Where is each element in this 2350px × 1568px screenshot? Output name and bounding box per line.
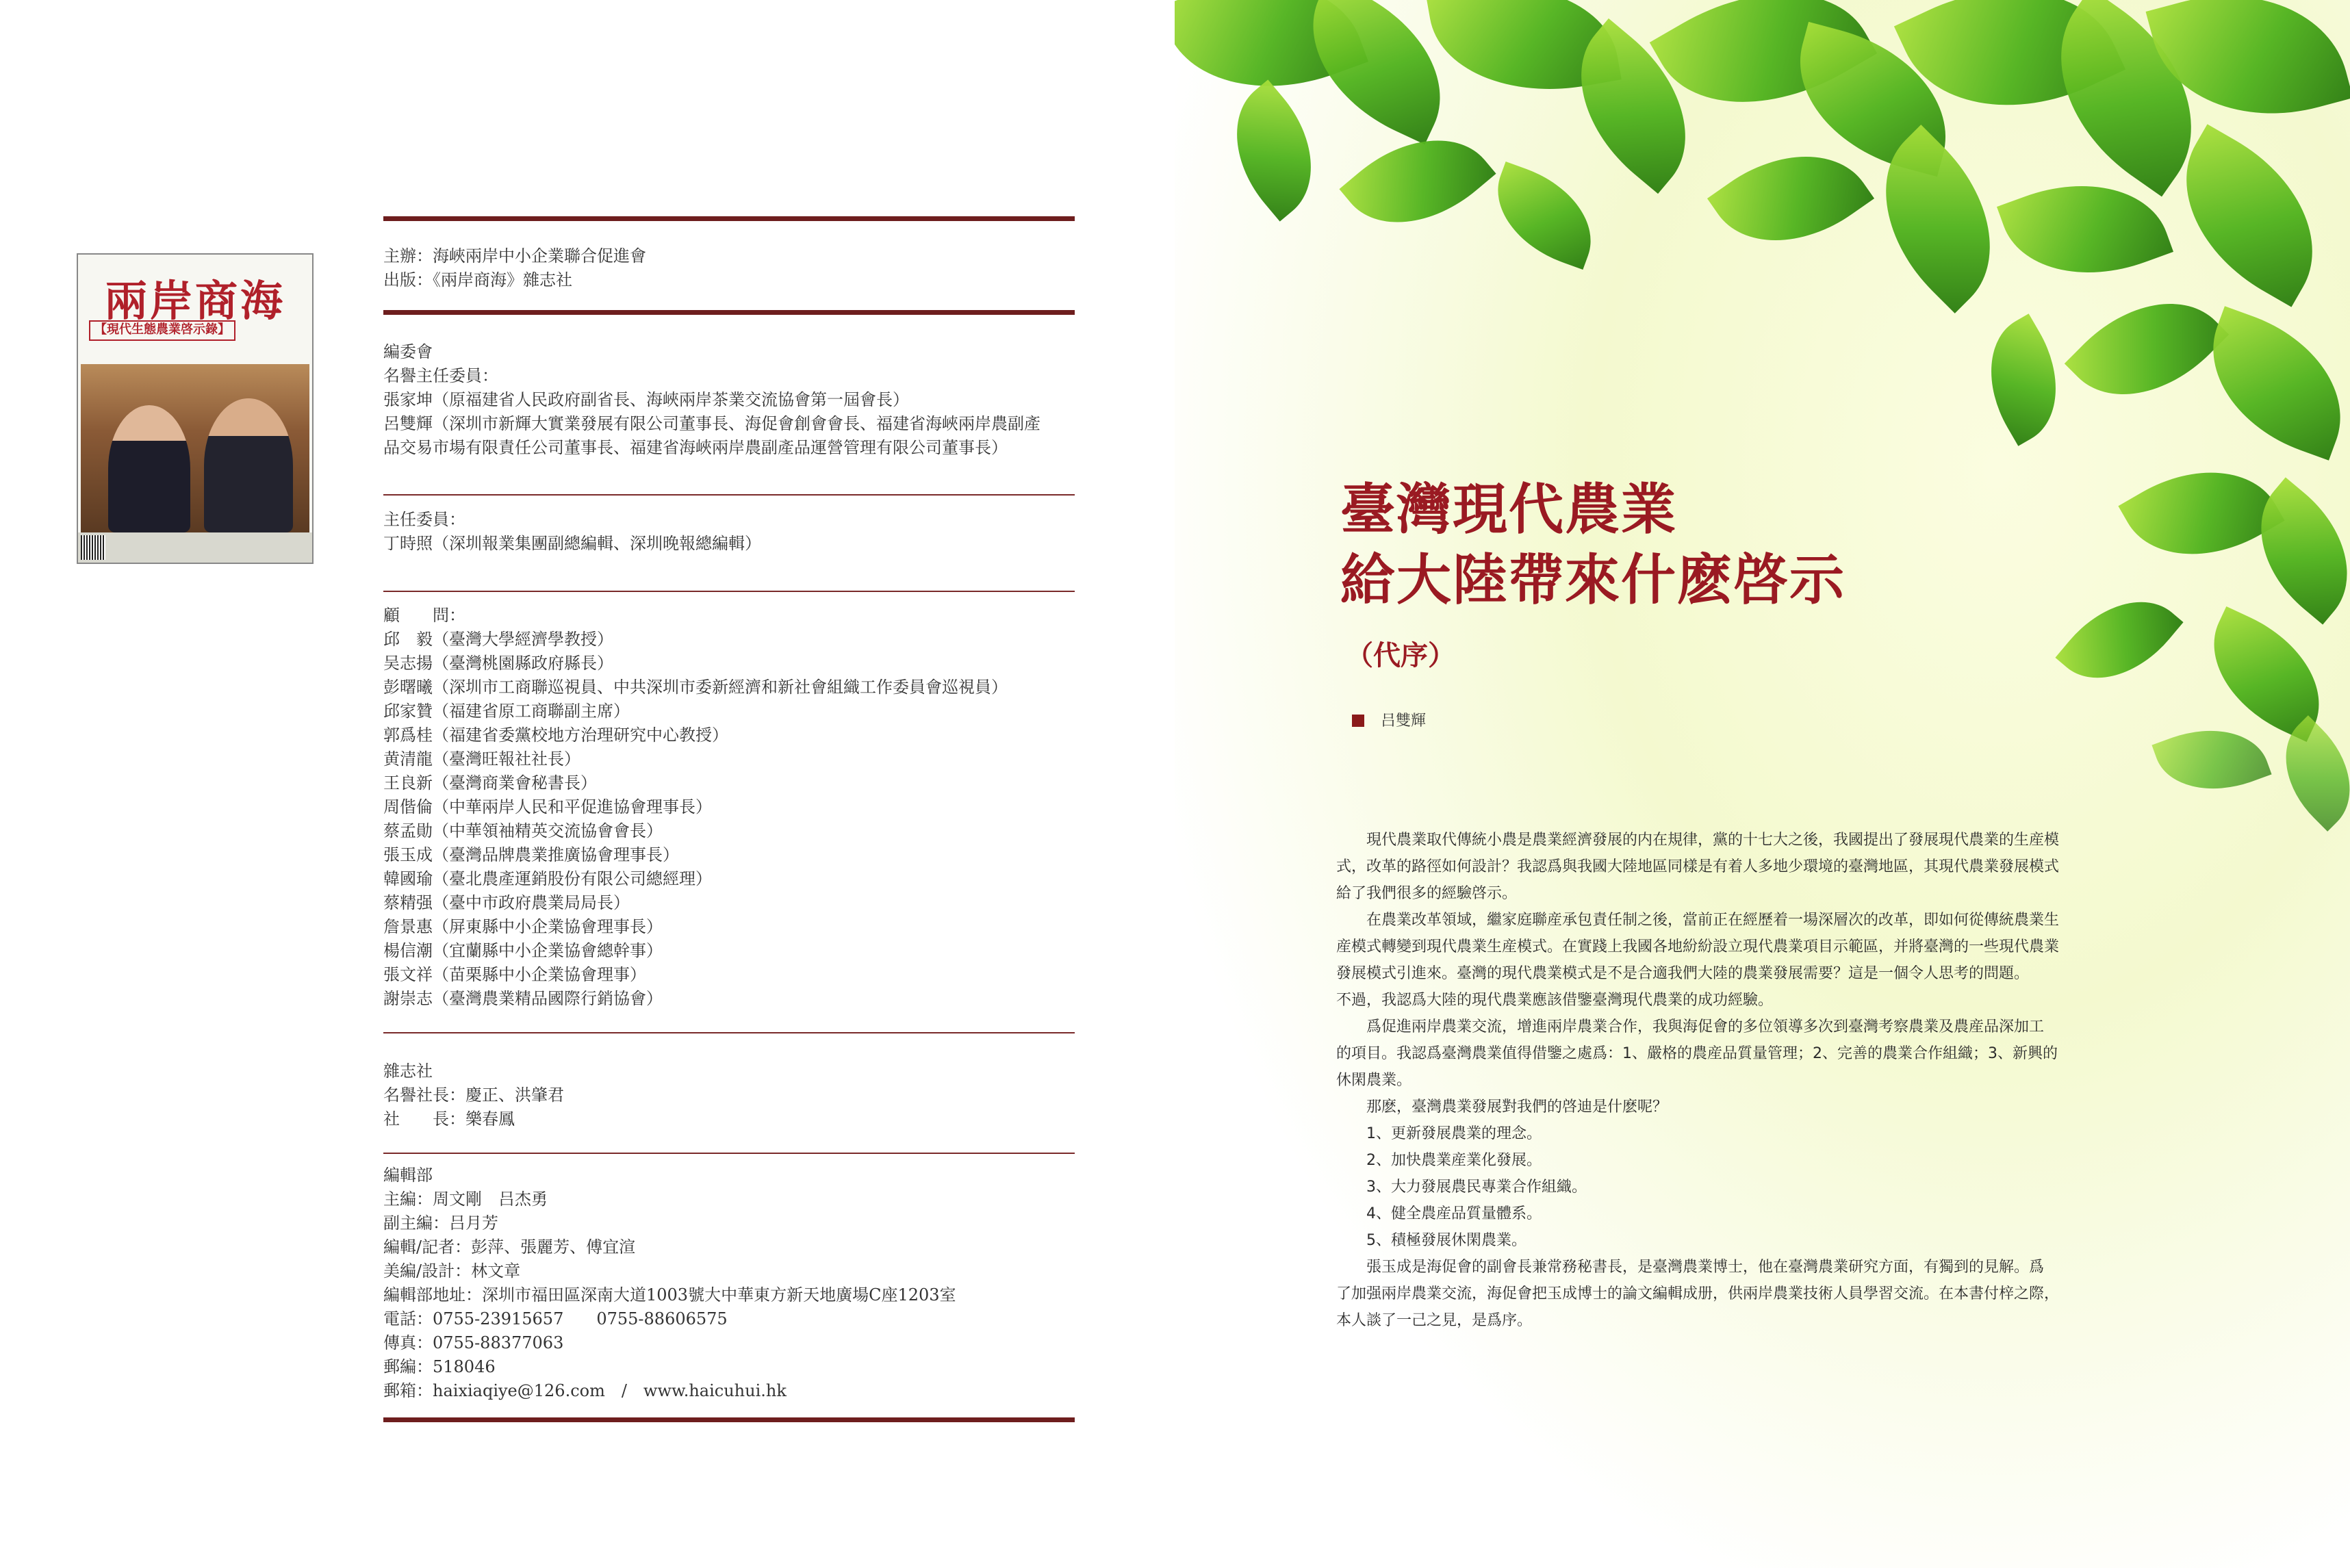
author-name: 吕雙輝 [1381,712,1427,730]
editorial-line: 編輯部地址：深圳市福田區深南大道1003號大中華東方新天地廣場C座1203室 [383,1285,956,1304]
body-line: 5、積極發展休閑農業。 [1336,1232,1527,1249]
director: 丁時照（深圳報業集團副總編輯、深圳晚報總編輯） [383,534,761,553]
cover-person-left [108,405,190,532]
leaf-decoration [1707,120,1874,277]
body-line: 的項目。我認爲臺灣農業值得借鑒之處爲：1、嚴格的農産品質量管理；2、完善的農業合作組織；3、新興的 [1336,1045,2058,1062]
article-body [1336,827,2110,1334]
body-line: 在農業改革領域，繼家庭聯産承包責任制之後，當前正在經歷着一場深層次的改革，即如何從傳統農業生 [1336,912,2060,929]
honorary-director: 張家坤（原福建省人民政府副省長、海峽兩岸茶業交流協會第一屆會長） [383,390,909,409]
editorial-line: 主編：周文剛 吕杰勇 [383,1190,548,1209]
article-subtitle: （代序） [1346,640,1455,671]
cover-person-right [204,398,293,532]
body-line: 式，改革的路徑如何設計？我認爲與我國大陸地區同樣是有着人多地少環境的臺灣地區，其現代農業發展模式 [1336,858,2060,875]
editorial-line: 傳真：0755-88377063 [383,1333,564,1352]
advisor: 蔡精强（臺中市政府農業局局長） [383,893,630,912]
advisors-label: 顧 問： [383,606,465,625]
editorial-line: 編輯/記者：彭萍、張麗芳、傅宜渲 [383,1237,636,1257]
advisor: 張玉成（臺灣品牌農業推廣協會理事長） [383,845,679,864]
cover-title: 兩岸商海 [104,276,285,326]
body-line: 那麽，臺灣農業發展對我們的啓迪是什麽呢？ [1336,1098,1668,1116]
body-line: 4、健全農産品質量體系。 [1336,1205,1542,1222]
editorial-heading: 編輯部 [383,1166,433,1185]
advisor: 周偕倫（中華兩岸人民和平促進協會理事長） [383,797,712,817]
director-label: 主任委員： [383,510,465,529]
leaf-decoration [2065,267,2229,431]
advisor: 邱 毅（臺灣大學經濟學教授） [383,630,613,649]
advisor: 蔡孟勛（中華領袖精英交流協會會長） [383,821,663,840]
magazine-line: 社 長：樂春鳳 [383,1109,515,1129]
editorial-line: 郵箱：haixiaqiye@126.com / www.haicuhui.hk [383,1381,787,1400]
body-line: 3、大力發展農民專業合作組織。 [1336,1179,1587,1196]
advisor: 詹景惠（屏東縣中小企業協會理事長） [383,917,663,936]
honorary-directors-label: 名譽主任委員： [383,366,498,385]
leaf-decoration [1205,79,1342,221]
article-title-line1: 臺灣現代農業 [1340,478,1677,541]
divider [383,1417,1075,1422]
advisor: 吴志揚（臺灣桃園縣政府縣長） [383,654,613,673]
advisor: 彭曙曦（深圳市工商聯巡視員、中共深圳市委新經濟和新社會組織工作委員會巡視員） [383,678,1008,697]
advisor: 楊信潮（宜蘭縣中小企業協會總幹事） [383,941,663,960]
body-line: 現代農業取代傳統小農是農業經濟發展的内在規律，黨的十七大之後，我國提出了發展現代農業的生産模 [1336,832,2060,849]
editorial-line: 美編/設計：林文章 [383,1261,521,1281]
editorial-line: 郵編：518046 [383,1357,496,1376]
body-line: 産模式轉變到現代農業生産模式。在實踐上我國各地紛紛設立現代農業項目示範區，并將臺灣的一些現代農業 [1336,938,2060,955]
cover-bottom-bar [78,532,312,563]
divider [383,494,1075,496]
body-line: 休閑農業。 [1336,1072,1412,1089]
committee-heading: 編委會 [383,342,433,361]
body-line: 爲促進兩岸農業交流，增進兩岸農業合作，我與海促會的多位領導多次到臺灣考察農業及農産品深加工 [1336,1018,2045,1036]
divider [383,216,1075,221]
organizer: 主辦：海峽兩岸中小企業聯合促進會 [383,246,646,266]
magazine-line: 名譽社長：慶正、洪肇君 [383,1085,564,1105]
leaf-decoration [2151,710,2271,809]
leaf-decoration [2188,606,2344,742]
body-line: 1、更新發展農業的理念。 [1336,1125,1542,1142]
body-line: 了加强兩岸農業交流，海促會把玉成博士的論文編輯成册，供兩岸農業技術人員學習交流。在本書付梓之際， [1336,1285,2060,1302]
body-line: 2、加快農業産業化發展。 [1336,1152,1542,1169]
advisor: 王良新（臺灣商業會秘書長） [383,773,597,793]
cover-photo [81,364,309,532]
divider [383,1153,1075,1154]
cover-subtitle: 【現代生態農業啓示錄】 [89,320,235,341]
honorary-director: 呂雙輝（深圳市新輝大實業發展有限公司董事長、海促會創會會長、福建省海峽兩岸農副產 [383,414,1040,433]
body-line: 不過，我認爲大陸的現代農業應該借鑒臺灣現代農業的成功經驗。 [1336,992,1774,1009]
divider [383,1032,1075,1033]
leaf-decoration [1480,162,1609,270]
publisher: 出版：《兩岸商海》雜志社 [383,270,572,290]
advisor: 郭爲桂（福建省委黨校地方治理研究中心教授） [383,725,728,745]
advisor: 黄清龍（臺灣旺報社社長） [383,749,580,769]
author-line [1352,709,1426,730]
leaf-decoration [2118,437,2284,589]
honorary-director: 品交易市場有限責任公司董事長、福建省海峽兩岸農副產品運營管理有限公司董事長） [383,438,1008,457]
article-title-line2: 給大陸帶來什麽啓示 [1340,548,1845,612]
editorial-line: 電話：0755-23915657 0755-88606575 [383,1309,728,1328]
cover-thumbnail [77,253,314,564]
body-line: 發展模式引進來。臺灣的現代農業模式是不是合適我們大陸的農業發展需要？這是一個令人思考的問題。 [1336,965,2030,982]
body-line: 給了我們很多的經驗啓示。 [1336,885,1518,902]
body-line: 本人談了一己之見，是爲序。 [1336,1312,1533,1329]
leaf-decoration [1963,313,2083,446]
advisor: 張文祥（苗栗縣中小企業協會理事） [383,965,646,984]
square-bullet-icon [1352,715,1364,727]
leaf-decoration [2055,574,2183,706]
advisor: 謝崇志（臺灣農業精品國際行銷協會） [383,989,663,1008]
editorial-line: 副主編：吕月芳 [383,1213,498,1233]
advisor: 邱家贊（福建省原工商聯副主席） [383,702,630,721]
divider [383,591,1075,592]
magazine-heading: 雜志社 [383,1062,433,1081]
advisor: 韓國瑜（臺北農產運銷股份有限公司總經理） [383,869,712,888]
barcode-icon [81,535,105,560]
leaf-decoration [2260,715,2350,832]
body-line: 張玉成是海促會的副會長兼常務秘書長，是臺灣農業博士，他在臺灣農業研究方面，有獨到的見解。爲 [1336,1259,2045,1276]
divider [383,310,1075,315]
